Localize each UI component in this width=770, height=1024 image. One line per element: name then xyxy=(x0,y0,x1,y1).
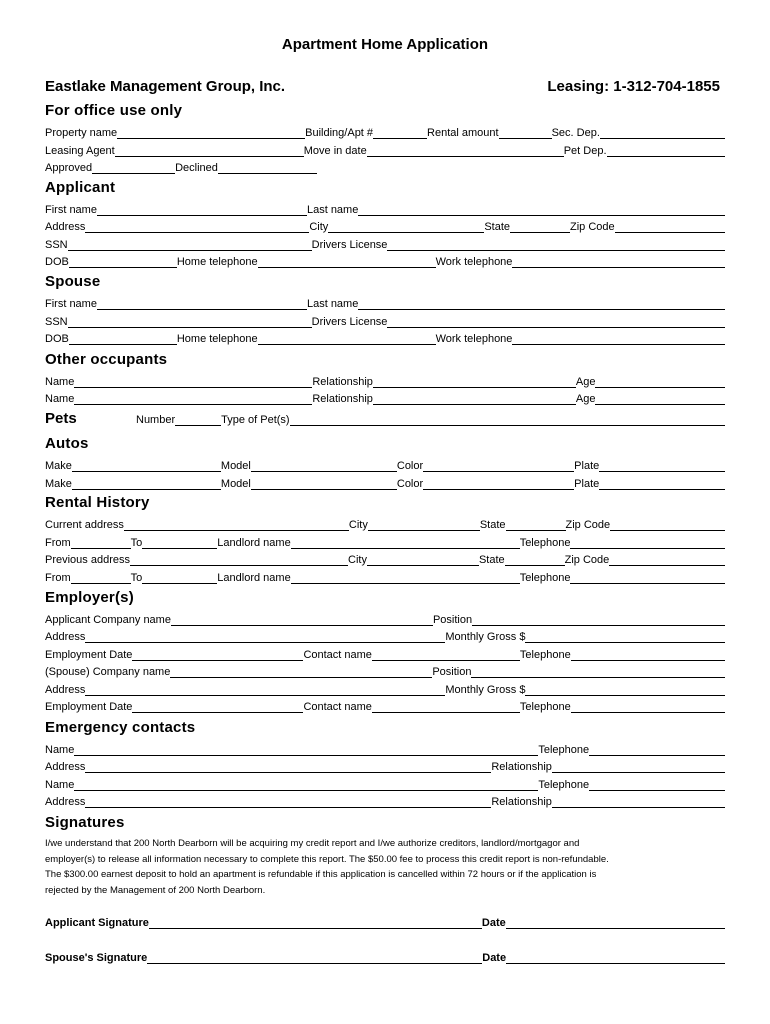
applicant-signature-label: Applicant Signature xyxy=(45,917,149,929)
applicant-row-2 xyxy=(45,219,725,233)
applicant-employment-date-field[interactable] xyxy=(132,649,303,661)
spouse-company-field[interactable] xyxy=(170,666,432,678)
applicant-signature-row xyxy=(45,915,725,929)
applicant-contact-name-field[interactable] xyxy=(372,649,520,661)
previous-state-field[interactable] xyxy=(505,554,565,566)
emergency-2-address-field[interactable] xyxy=(85,796,491,808)
auto-2-color-field[interactable] xyxy=(423,478,574,490)
spouse-signature-date-field[interactable] xyxy=(506,952,725,964)
monthly-gross-label: Monthly Gross $ xyxy=(445,684,526,696)
spouse-signature-row xyxy=(45,950,725,964)
employer-row-1 xyxy=(45,612,725,626)
office-row-1 xyxy=(45,125,725,139)
spouse-work-telephone-field[interactable] xyxy=(512,333,725,345)
applicant-row-1 xyxy=(45,202,725,216)
spouse-first-name-field[interactable] xyxy=(97,298,307,310)
work-telephone-label: Work telephone xyxy=(435,256,513,268)
spouse-home-telephone-field[interactable] xyxy=(258,333,436,345)
landlord-name-label: Landlord name xyxy=(217,537,291,549)
telephone-label: Telephone xyxy=(538,779,590,791)
auto-2-make-field[interactable] xyxy=(72,478,221,490)
make-label: Make xyxy=(45,460,72,472)
spouse-contact-name-field[interactable] xyxy=(372,701,520,713)
spouse-employer-telephone-field[interactable] xyxy=(571,701,725,713)
contact-name-label: Contact name xyxy=(303,649,372,661)
telephone-label: Telephone xyxy=(519,649,571,661)
zip-label: Zip Code xyxy=(564,554,610,566)
current-landlord-telephone-field[interactable] xyxy=(570,537,725,549)
rental-amount-label: Rental amount xyxy=(427,127,499,139)
occupant-2-name-field[interactable] xyxy=(74,393,312,405)
building-apt-label: Building/Apt # xyxy=(305,127,374,139)
plate-label: Plate xyxy=(574,478,600,490)
emergency-1-address-field[interactable] xyxy=(85,761,491,773)
monthly-gross-label: Monthly Gross $ xyxy=(445,631,526,643)
age-label: Age xyxy=(575,393,596,405)
address-label: Address xyxy=(45,796,86,808)
applicant-city-field[interactable] xyxy=(328,221,484,233)
spouse-employment-date-field[interactable] xyxy=(132,701,303,713)
city-label: City xyxy=(309,221,329,233)
emergency-2-telephone-field[interactable] xyxy=(589,779,725,791)
emergency-contacts-heading: Emergency contacts xyxy=(45,719,196,736)
rental-row-4 xyxy=(45,570,725,584)
first-name-label: First name xyxy=(45,204,97,216)
declined-label: Declined xyxy=(175,162,218,174)
building-apt-field[interactable] xyxy=(373,127,427,139)
zip-label: Zip Code xyxy=(570,221,615,233)
model-label: Model xyxy=(220,460,251,472)
applicant-address-field[interactable] xyxy=(85,221,309,233)
dob-label: DOB xyxy=(45,256,69,268)
employment-date-label: Employment Date xyxy=(45,701,133,713)
home-telephone-label: Home telephone xyxy=(176,256,258,268)
work-telephone-label: Work telephone xyxy=(435,333,513,345)
last-name-label: Last name xyxy=(306,298,359,310)
pets-heading: Pets xyxy=(45,410,77,427)
move-in-date-field[interactable] xyxy=(367,145,564,157)
other-occupants-heading: Other occupants xyxy=(45,351,168,368)
authorization-line-3: The $300.00 earnest deposit to hold an apartment is refundable if this application is cancelled within 72 hours or if the application is xyxy=(45,869,597,881)
employer-row-6 xyxy=(45,699,725,713)
applicant-first-name-field[interactable] xyxy=(97,204,307,216)
previous-address-field[interactable] xyxy=(130,554,348,566)
pet-dep-label: Pet Dep. xyxy=(563,145,607,157)
telephone-label: Telephone xyxy=(538,744,590,756)
previous-address-label: Previous address xyxy=(45,554,130,566)
approved-label: Approved xyxy=(45,162,93,174)
relationship-label: Relationship xyxy=(312,376,373,388)
applicant-heading: Applicant xyxy=(45,179,116,196)
occupant-1-name-field[interactable] xyxy=(74,376,312,388)
current-state-field[interactable] xyxy=(506,519,566,531)
address-label: Address xyxy=(45,631,86,643)
spouse-drivers-license-field[interactable] xyxy=(387,316,725,328)
name-label: Name xyxy=(45,779,75,791)
color-label: Color xyxy=(396,478,424,490)
spouse-monthly-gross-field[interactable] xyxy=(525,684,725,696)
address-label: Address xyxy=(45,684,86,696)
pet-number-label: Number xyxy=(136,414,176,426)
emergency-row-2 xyxy=(45,759,725,773)
emergency-row-3 xyxy=(45,777,725,791)
office-row-2 xyxy=(45,143,725,157)
last-name-label: Last name xyxy=(306,204,359,216)
applicant-company-label: Applicant Company name xyxy=(45,614,171,626)
leasing-phone: Leasing: 1-312-704-1855 xyxy=(547,78,720,95)
applicant-work-telephone-field[interactable] xyxy=(512,256,725,268)
authorization-line-1: I/we understand that 200 North Dearborn will be acquiring my credit report and I/we authorize creditors, landlord/mortgagor and xyxy=(45,838,580,849)
applicant-employer-address-field[interactable] xyxy=(85,631,445,643)
authorization-line-2: employer(s) to release all information necessary to complete this report. The $50.00 fee to process this credit report is non-refundable. xyxy=(45,853,609,865)
spouse-signature-label: Spouse's Signature xyxy=(45,952,148,964)
city-label: City xyxy=(348,519,368,531)
previous-to-field[interactable] xyxy=(142,572,217,584)
address-label: Address xyxy=(45,761,86,773)
declined-field[interactable] xyxy=(218,162,317,174)
applicant-drivers-license-field[interactable] xyxy=(387,239,725,251)
from-label: From xyxy=(45,572,71,584)
current-city-field[interactable] xyxy=(368,519,480,531)
authorization-line-4: rejected by the Management of 200 North Dearborn. xyxy=(45,884,266,896)
previous-city-field[interactable] xyxy=(367,554,479,566)
drivers-license-label: Drivers License xyxy=(311,239,388,251)
model-label: Model xyxy=(220,478,251,490)
company-name: Eastlake Management Group, Inc. xyxy=(45,78,286,95)
spouse-row-3 xyxy=(45,331,725,345)
spouse-ssn-field[interactable] xyxy=(68,316,312,328)
occupant-1-age-field[interactable] xyxy=(595,376,725,388)
previous-from-field[interactable] xyxy=(71,572,131,584)
zip-label: Zip Code xyxy=(565,519,611,531)
page-title: Apartment Home Application xyxy=(281,36,489,53)
emergency-2-name-field[interactable] xyxy=(74,779,538,791)
spouse-employer-address-field[interactable] xyxy=(85,684,445,696)
rental-row-3 xyxy=(45,552,725,566)
spouse-signature-field[interactable] xyxy=(147,952,482,964)
occupant-row-1 xyxy=(45,374,725,388)
applicant-position-field[interactable] xyxy=(472,614,725,626)
spouse-row-2 xyxy=(45,314,725,328)
position-label: Position xyxy=(432,666,472,678)
applicant-company-field[interactable] xyxy=(171,614,433,626)
name-label: Name xyxy=(45,744,75,756)
leasing-agent-field[interactable] xyxy=(115,145,304,157)
current-address-field[interactable] xyxy=(124,519,349,531)
name-label: Name xyxy=(45,393,75,405)
landlord-name-label: Landlord name xyxy=(217,572,291,584)
applicant-monthly-gross-field[interactable] xyxy=(525,631,725,643)
drivers-license-label: Drivers License xyxy=(311,316,388,328)
first-name-label: First name xyxy=(45,298,97,310)
occupant-2-age-field[interactable] xyxy=(595,393,725,405)
color-label: Color xyxy=(396,460,424,472)
sec-dep-field[interactable] xyxy=(600,127,725,139)
employer-row-4 xyxy=(45,664,725,678)
employers-heading: Employer(s) xyxy=(45,589,134,606)
pet-type-label: Type of Pet(s) xyxy=(221,414,290,426)
approved-field[interactable] xyxy=(92,162,175,174)
spouse-company-label: (Spouse) Company name xyxy=(45,666,171,678)
name-label: Name xyxy=(45,376,75,388)
auto-row-2 xyxy=(45,476,725,490)
state-label: State xyxy=(479,519,506,531)
move-in-date-label: Move in date xyxy=(303,145,367,157)
current-from-field[interactable] xyxy=(71,537,131,549)
previous-landlord-field[interactable] xyxy=(291,572,520,584)
to-label: To xyxy=(130,572,143,584)
telephone-label: Telephone xyxy=(519,701,571,713)
emergency-1-telephone-field[interactable] xyxy=(589,744,725,756)
contact-name-label: Contact name xyxy=(303,701,372,713)
relationship-label: Relationship xyxy=(491,796,552,808)
rental-amount-field[interactable] xyxy=(499,127,552,139)
applicant-last-name-field[interactable] xyxy=(358,204,725,216)
spouse-row-1 xyxy=(45,296,725,310)
spouse-heading: Spouse xyxy=(45,273,101,290)
employer-row-5 xyxy=(45,682,725,696)
property-name-field[interactable] xyxy=(117,127,305,139)
plate-label: Plate xyxy=(574,460,600,472)
dob-label: DOB xyxy=(45,333,69,345)
emergency-row-1 xyxy=(45,742,725,756)
autos-heading: Autos xyxy=(45,435,89,452)
employment-date-label: Employment Date xyxy=(45,649,133,661)
auto-1-model-field[interactable] xyxy=(251,460,397,472)
property-name-label: Property name xyxy=(45,127,118,139)
date-label: Date xyxy=(481,917,506,929)
sec-dep-label: Sec. Dep. xyxy=(551,127,600,139)
employer-row-2 xyxy=(45,629,725,643)
applicant-dob-field[interactable] xyxy=(69,256,177,268)
make-label: Make xyxy=(45,478,72,490)
occupant-2-relationship-field[interactable] xyxy=(373,393,576,405)
applicant-signature-date-field[interactable] xyxy=(506,917,725,929)
employer-row-3 xyxy=(45,647,725,661)
relationship-label: Relationship xyxy=(491,761,552,773)
pets-row xyxy=(45,412,725,426)
home-telephone-label: Home telephone xyxy=(176,333,258,345)
rental-row-1 xyxy=(45,517,725,531)
date-label: Date xyxy=(482,952,507,964)
applicant-state-field[interactable] xyxy=(510,221,570,233)
ssn-label: SSN xyxy=(45,239,68,251)
emergency-1-relationship-field[interactable] xyxy=(552,761,725,773)
office-use-heading: For office use only xyxy=(45,102,183,119)
current-address-label: Current address xyxy=(45,519,124,531)
previous-landlord-telephone-field[interactable] xyxy=(570,572,725,584)
applicant-employer-telephone-field[interactable] xyxy=(571,649,725,661)
state-label: State xyxy=(478,554,505,566)
current-zip-field[interactable] xyxy=(610,519,725,531)
office-row-3 xyxy=(45,160,317,174)
occupant-row-2 xyxy=(45,391,725,405)
state-label: State xyxy=(484,221,510,233)
auto-2-plate-field[interactable] xyxy=(599,478,725,490)
pet-number-field[interactable] xyxy=(175,414,221,426)
authorization-text xyxy=(45,836,735,898)
spouse-last-name-field[interactable] xyxy=(358,298,725,310)
rental-history-heading: Rental History xyxy=(45,494,150,511)
rental-row-2 xyxy=(45,535,725,549)
emergency-row-4 xyxy=(45,794,725,808)
telephone-label: Telephone xyxy=(519,537,571,549)
applicant-signature-field[interactable] xyxy=(149,917,482,929)
auto-1-plate-field[interactable] xyxy=(599,460,725,472)
relationship-label: Relationship xyxy=(312,393,373,405)
previous-zip-field[interactable] xyxy=(609,554,725,566)
auto-1-color-field[interactable] xyxy=(423,460,574,472)
occupant-1-relationship-field[interactable] xyxy=(373,376,576,388)
applicant-row-3 xyxy=(45,237,725,251)
emergency-1-name-field[interactable] xyxy=(74,744,538,756)
to-label: To xyxy=(130,537,143,549)
spouse-position-field[interactable] xyxy=(471,666,725,678)
pet-dep-field[interactable] xyxy=(607,145,725,157)
current-to-field[interactable] xyxy=(142,537,217,549)
applicant-zip-field[interactable] xyxy=(615,221,725,233)
telephone-label: Telephone xyxy=(519,572,571,584)
auto-row-1 xyxy=(45,458,725,472)
age-label: Age xyxy=(575,376,596,388)
pet-type-field[interactable] xyxy=(290,414,725,426)
spouse-dob-field[interactable] xyxy=(69,333,177,345)
applicant-ssn-field[interactable] xyxy=(68,239,312,251)
applicant-row-4 xyxy=(45,254,725,268)
emergency-2-relationship-field[interactable] xyxy=(552,796,725,808)
signatures-heading: Signatures xyxy=(45,814,125,831)
from-label: From xyxy=(45,537,71,549)
current-landlord-field[interactable] xyxy=(291,537,520,549)
ssn-label: SSN xyxy=(45,316,68,328)
position-label: Position xyxy=(432,614,473,626)
address-label: Address xyxy=(45,221,86,233)
city-label: City xyxy=(348,554,367,566)
auto-1-make-field[interactable] xyxy=(72,460,221,472)
auto-2-model-field[interactable] xyxy=(251,478,397,490)
leasing-agent-label: Leasing Agent xyxy=(45,145,115,157)
applicant-home-telephone-field[interactable] xyxy=(258,256,436,268)
